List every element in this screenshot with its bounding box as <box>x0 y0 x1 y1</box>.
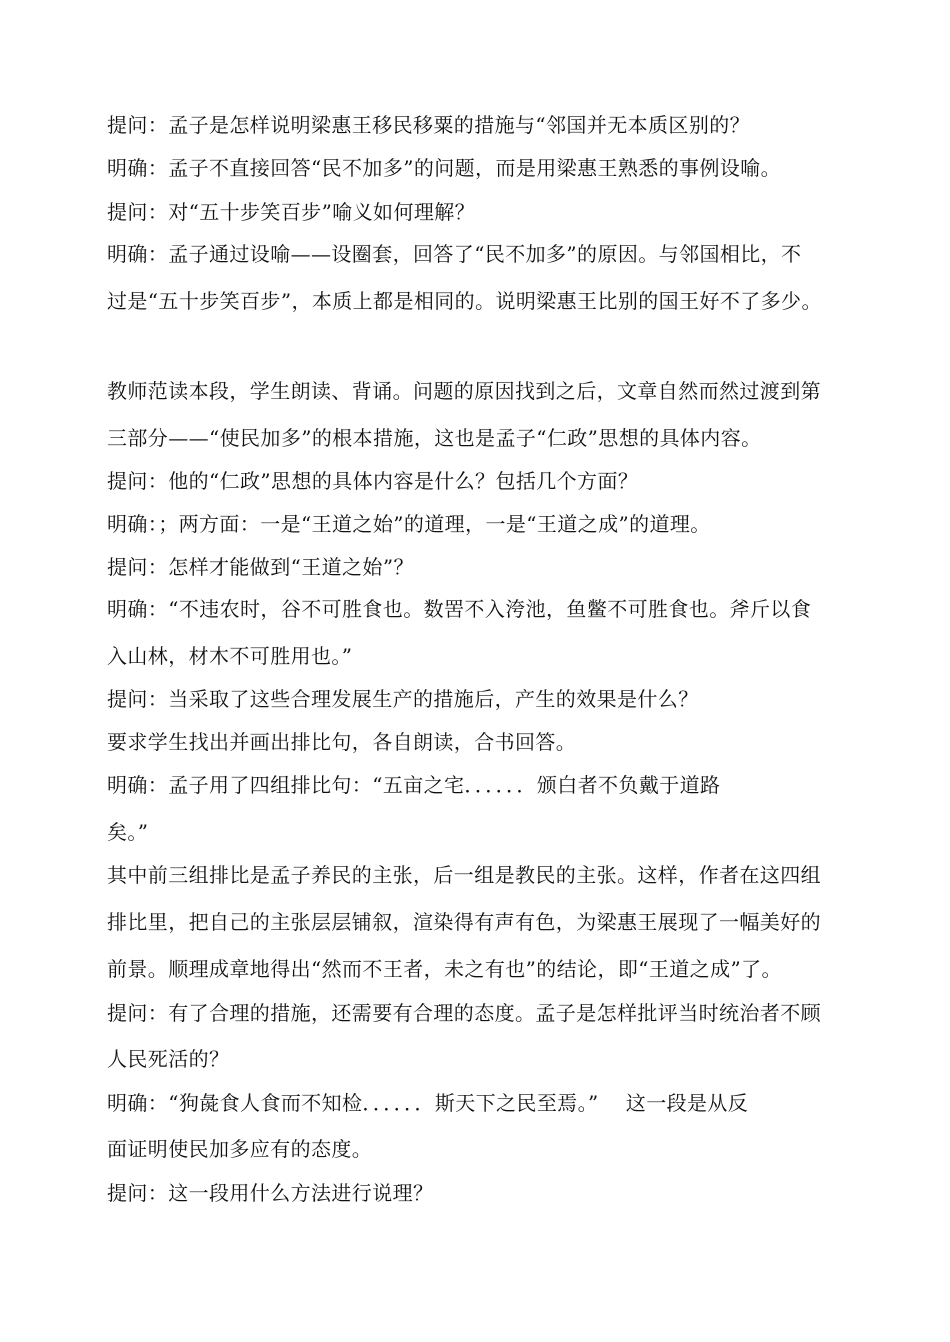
text-line: 明确：；两方面：一是“王道之始”的道理，一是“王道之成”的道理。 <box>107 512 711 536</box>
text-line: 明确：“狗彘食人食而不知检．．．．．．斯天下之民至焉。” 这一段是从反 <box>107 1091 749 1115</box>
text-line: 前景。顺理成章地得出“然而不王者，未之有也”的结论，即“王道之成”了。 <box>107 957 782 981</box>
text-line: 明确：孟子通过设喻——设圈套，回答了“民不加多”的原因。与邻国相比，不 <box>107 242 802 266</box>
text-line: 其中前三组排比是孟子养民的主张，后一组是教民的主张。这样，作者在这四组 <box>107 863 821 887</box>
text-line: 明确：孟子不直接回答“民不加多”的问题，而是用梁惠王熟悉的事例设喻。 <box>107 156 782 180</box>
text-line: 提问：有了合理的措施，还需要有合理的态度。孟子是怎样批评当时统治者不顾 <box>107 1001 821 1025</box>
text-line: 过是“五十步笑百步”，本质上都是相同的。说明梁惠王比别的国王好不了多少。 <box>107 289 822 313</box>
text-line: 三部分——“使民加多”的根本措施，这也是孟子“仁政”思想的具体内容。 <box>107 426 762 450</box>
text-line: 矣。” <box>107 820 149 844</box>
text-line: 明确：孟子用了四组排比句：“五亩之宅．．．．．．颁白者不负戴于道路 <box>107 773 721 797</box>
text-line: 提问：这一段用什么方法进行说理？ <box>107 1181 434 1205</box>
text-line: 提问：孟子是怎样说明梁惠王移民移粟的措施与“邻国并无本质区别的？ <box>107 113 751 137</box>
text-line: 明确：“不违农时，谷不可胜食也。数罟不入洿池，鱼鳖不可胜食也。斧斤以食 <box>107 597 812 621</box>
text-line: 教师范读本段，学生朗读、背诵。问题的原因找到之后，文章自然而然过渡到第 <box>107 379 821 403</box>
text-line: 提问：当采取了这些合理发展生产的措施后，产生的效果是什么？ <box>107 687 699 711</box>
text-line: 提问：怎样才能做到“王道之始”？ <box>107 555 414 579</box>
text-line: 入山林，材木不可胜用也。” <box>107 644 353 668</box>
text-line: 提问：对“五十步笑百步”喻义如何理解？ <box>107 200 476 224</box>
text-line: 面证明使民加多应有的态度。 <box>107 1137 373 1161</box>
text-line: 要求学生找出并画出排比句，各自朗读，合书回答。 <box>107 730 577 754</box>
text-line: 排比里，把自己的主张层层铺叙，渲染得有声有色，为梁惠王展现了一幅美好的 <box>107 910 821 934</box>
text-line: 提问：他的“仁政”思想的具体内容是什么？包括几个方面？ <box>107 469 639 493</box>
text-line: 人民死活的？ <box>107 1047 230 1071</box>
